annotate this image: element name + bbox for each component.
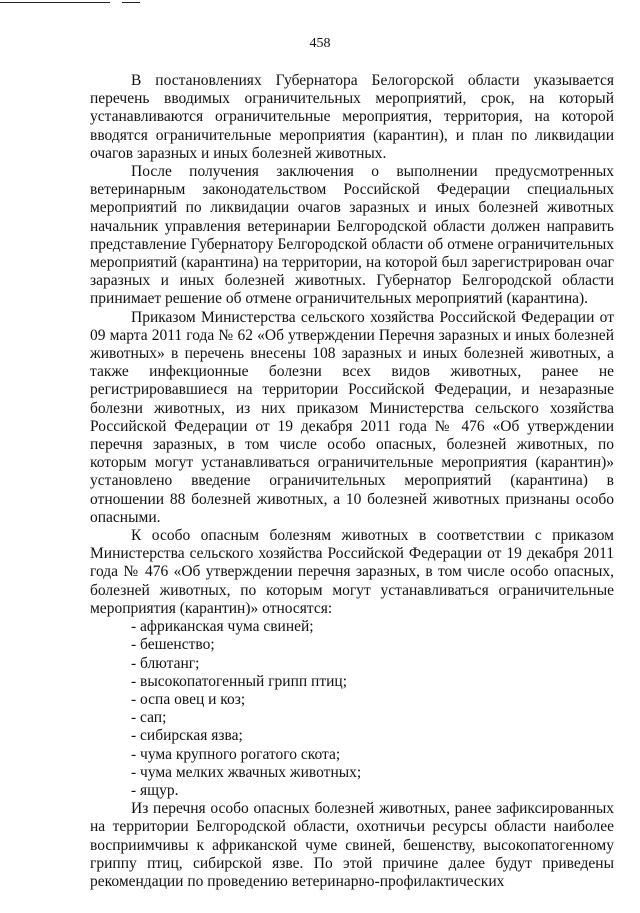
- paragraph: Приказом Министерства сельского хозяйства Российской Федерации от 09 марта 2011 года № 62 «Об утверждении Перечня заразных и иных болезней животных» в перечень внесены 108 заразных и иных болезней животных, а также инфекционные болезни всех видов животных, ранее не регистрировавшиеся на территории Российской Федерации, и незаразные болезни животных, из них приказом Министерства сельского хозяйства Российской Федерации от 19 декабря 2011 года № 476 «Об утверждении перечня заразных, в том числе особо опасных, болезней животных, по которым могут устанавливаться ограничительные мероприятия (карантин)» установлено введение ограничительных мероприятий (карантина) в отношении 88 болезней животных, а 10 болезней животных признаны особо опасными.: [90, 308, 614, 526]
- scan-edge-mark: [122, 2, 140, 3]
- list-item: - высокопатогенный грипп птиц;: [131, 672, 348, 690]
- list-item: - чума крупного рогатого скота;: [131, 745, 341, 763]
- paragraph: В постановлениях Губернатора Белогорской области указывается перечень вводимых ограничительных мероприятий, срок, на который устанавливаются ограничительные мероприятия, территория, на которой вводятся ограничительные мероприятия (карантин), и план по ликвидации очагов заразных и иных болезней животных.: [90, 72, 614, 162]
- list-item: - бешенство;: [131, 636, 215, 654]
- paragraph: После получения заключения о выполнении предусмотренных ветеринарным законодательством Российской Федерации специальных мероприятий по ликвидации очагов заразных и иных болезней животных начальник управления ветеринарии Белгородской области должен направить представление Губернатору Белгородской области об отмене ограничительных мероприятий (карантина) на территории, на которой был зарегистрирован очаг заразных и иных болезней животных. Губернатор Белгородской области принимает решение об отмене ограничительных мероприятий (карантина).: [90, 163, 614, 308]
- document-body: [90, 72, 614, 891]
- list-item: - оспа овец и коз;: [131, 690, 246, 708]
- list-item: - ящур.: [131, 781, 179, 799]
- list-item: - блютанг;: [131, 654, 200, 672]
- page-number: 458: [309, 36, 331, 51]
- disease-list: [90, 618, 614, 800]
- list-item: - африканская чума свиней;: [131, 618, 314, 636]
- paragraph: Из перечня особо опасных болезней животных, ранее зафиксированных на территории Белгородской области, охотничьи ресурсы области наиболее восприимчивы к африканской чуме свиней, бешенству, высокопатогенному гриппу птиц, сибирской язве. По этой причине далее будут приведены рекомендации по проведению ветеринарно-профилактических: [90, 800, 614, 890]
- list-item: - сап;: [131, 709, 167, 727]
- list-item: - сибирская язва;: [131, 727, 243, 745]
- list-item: - чума мелких жвачных животных;: [131, 763, 362, 781]
- scan-edge-mark: [0, 2, 110, 3]
- paragraph: К особо опасным болезням животных в соответствии с приказом Министерства сельского хозяйства Российской Федерации от 19 декабря 2011 года № 476 «Об утверждении перечня заразных, в том числе особо опасных, болезней животных, по которым могут устанавливаться ограничительные мероприятия (карантин)» относятся:: [90, 527, 614, 617]
